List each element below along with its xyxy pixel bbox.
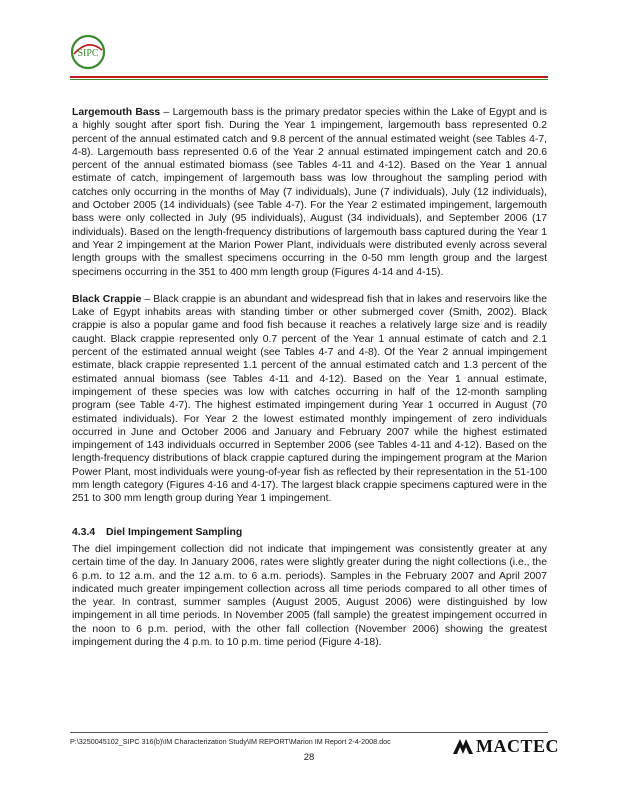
header-rule-green	[70, 79, 548, 80]
footer-file-path: P:\3250045102_SIPC 316(b)\IM Characterization Study\IM REPORT\Marion IM Report 2-4-2008.doc	[70, 737, 391, 746]
section-heading	[72, 526, 547, 539]
logo-text: SIPC	[77, 48, 99, 59]
footer-rule	[70, 732, 548, 733]
section-title: Diel Impingement Sampling	[106, 526, 243, 538]
black-crappie-text: – Black crappie is an abundant and widespread fish that in lakes and reservoirs like the Lake of Egypt inhabits areas with standing timber or other submerged cover (Smith, 2002). Black crappie is also a popular game and food fish because it reaches a relatively large size and is readily caught. Black crappie represented only 0.7 percent of the Year 1 annual estimate of catch and 2.1 percent of the estimated annual weight (see Tables 4-7 and 4-8). Of the Year 2 annual impingement estimate, black crappie represented 1.1 percent of the annual estimated catch and 1.3 percent of the estimated annual biomass (see Tables 4-11 and 4-12). Based on the Year 1 annual estimate, impingement of these species was low with catches occurring in half of the 12-month sampling program (see Table 4-7). The highest estimated impingement during Year 1 occurred in August (70 estimated individuals). For Year 2 the lowest estimated monthly impingement of zero individuals occurred in June and October 2006 and January and February 2007 while the highest estimated impingement of 143 individuals occurred in September 2006 (see Tables 4-11 and 4-12). Based on the length-frequency distributions of black crappie captured during the impingement program at the Marion Power Plant, most individuals were young-of-year fish as reflected by their representation in the 51-100 mm length category (Figures 4-16 and 4-17). The largest black crappie specimens captured were in the 251 to 300 mm length group during Year 1 impingement.	[72, 293, 547, 505]
mactec-wordmark: MACTEC	[476, 735, 559, 756]
section-number: 4.3.4	[72, 526, 96, 538]
mactec-mark-icon	[452, 737, 474, 755]
page-number: 28	[303, 752, 315, 763]
largemouth-bass-lead: Largemouth Bass	[72, 107, 161, 118]
header-rule-red	[70, 76, 548, 78]
mactec-logo	[452, 735, 559, 757]
sipc-logo	[70, 34, 106, 70]
largemouth-bass-text: – Largemouth bass is the primary predator species within the Lake of Egypt and is a highly sought after sport fish. During the Year 1 impingement, largemouth bass represented 0.2 percent of the annual estimated catch and 9.8 percent of the annual estimated weight (see Tables 4-7, 4-8). Largemouth bass represented 0.6 of the Year 2 annual estimated impingement catch and 20.6 percent of the annual estimated biomass (see Tables 4-11 and 4-12). Based on the Year 1 annual estimate of catch, impingement of largemouth bass was low throughout the sampling period with catches only occurring in the months of May (7 individuals), June (7 individuals), July (12 individuals), and October 2005 (14 individuals) (see Table 4-7). For the Year 2 estimated impingement, largemouth bass were only collected in July (95 individuals), August (34 individuals), and September 2006 (17 individuals). Based on the length-frequency distributions of largemouth bass captured during the Year 1 and Year 2 impingement at the Marion Power Plant, individuals were distributed evenly across several length groups with the smallest specimens occurring in the 0-50 mm length group and the largest specimens occurring in the 351 to 400 mm length group (Figures 4-14 and 4-15).	[72, 107, 548, 278]
report-body	[72, 106, 547, 663]
largemouth-bass-paragraph	[72, 106, 547, 279]
black-crappie-lead: Black Crappie	[72, 293, 142, 305]
diel-impingement-paragraph: The diel impingement collection did not indicate that impingement was consistently greater at any certain time of the day. In January 2006, rates were slightly greater during the night collections (i.e., the 6 p.m. to 12 a.m. and the 12 a.m. to 6 a.m. periods). Samples in the February 2007 and April 2007 indicated much greater impingement collection across all time periods compared to all other times of the year. In contrast, summer samples (August 2005, August 2006) were distinguished by low impingement in all time periods. In November 2005 (fall sample) the greatest impingement occurred in the noon to 6 p.m. period, with the other fall collection (November 2006) showing the greatest impingement during the 4 p.m. to 10 p.m. time period (Figure 4-18).	[72, 543, 547, 648]
black-crappie-paragraph	[72, 293, 547, 506]
